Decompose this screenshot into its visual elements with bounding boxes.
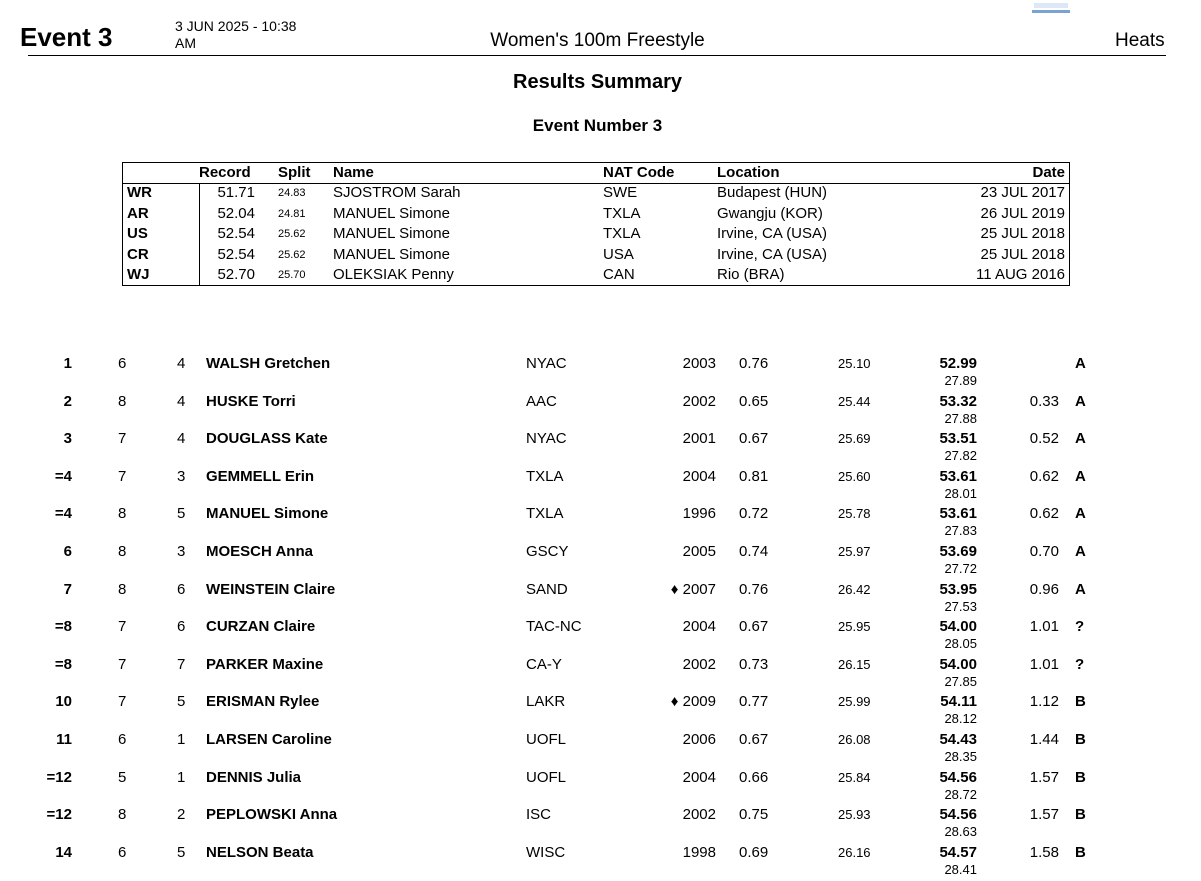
swimmer-name: ERISMAN Rylee (206, 693, 320, 711)
result-heat: 7 (118, 693, 127, 711)
final-time: 54.00 (939, 618, 977, 636)
swimmer-name: NELSON Beata (206, 843, 314, 861)
result-rank: 14 (55, 843, 72, 861)
reaction-time: 0.67 (739, 731, 769, 748)
swimmer-birth-year: ♦ 2007 (670, 580, 716, 598)
final-time: 54.43 (939, 731, 977, 748)
result-lane: 5 (177, 693, 186, 711)
reaction-time: 0.77 (739, 693, 769, 711)
record-location: Rio (BRA) (717, 266, 785, 283)
qualification-mark: ? (1075, 655, 1085, 673)
record-split: 25.62 (278, 228, 306, 240)
time-behind: 1.01 (1029, 618, 1059, 636)
final-time: 54.11 (940, 693, 977, 711)
time-behind: 0.70 (1029, 543, 1059, 560)
time-behind: 1.57 (1029, 768, 1059, 786)
result-row (0, 355, 1201, 391)
record-row (123, 184, 1069, 204)
split-50m: 26.42 (838, 581, 871, 597)
swimmer-club: UOFL (526, 768, 567, 786)
time-behind: 1.01 (1029, 655, 1059, 673)
result-lane: 4 (177, 392, 186, 410)
result-row (0, 468, 1201, 504)
result-row (0, 393, 1201, 429)
record-code: CR (127, 245, 149, 263)
result-lane: 4 (177, 430, 186, 448)
result-row (0, 844, 1201, 880)
split-50m: 26.16 (838, 844, 871, 860)
result-lane: 3 (177, 467, 186, 485)
record-row (123, 246, 1069, 266)
result-rank: =8 (54, 618, 72, 636)
qualification-mark: A (1075, 355, 1086, 372)
col-header-split: Split (278, 164, 311, 181)
result-rank: =4 (54, 467, 72, 485)
result-rank: 2 (63, 392, 72, 410)
qualification-mark: A (1075, 467, 1086, 485)
result-heat: 8 (118, 543, 127, 560)
split-second-50: 28.72 (944, 786, 977, 802)
record-nat-code: USA (603, 245, 634, 263)
swimmer-club: GSCY (526, 543, 569, 560)
record-row (123, 266, 1069, 286)
result-rank: 3 (63, 430, 72, 448)
result-lane: 6 (177, 618, 186, 636)
record-time: 52.04 (217, 204, 255, 222)
result-lane: 7 (177, 655, 186, 673)
split-50m: 25.95 (838, 619, 871, 635)
record-row (123, 205, 1069, 225)
result-heat: 6 (118, 731, 127, 748)
record-nat-code: TXLA (603, 225, 641, 242)
time-behind: 0.52 (1029, 430, 1059, 448)
reaction-time: 0.75 (739, 806, 769, 824)
record-date: 26 JUL 2019 (980, 204, 1065, 222)
record-time: 52.54 (217, 225, 255, 242)
record-holder-name: MANUEL Simone (333, 225, 450, 242)
swimmer-name: WALSH Gretchen (206, 355, 331, 372)
header-divider (28, 55, 1166, 56)
swimmer-name: CURZAN Claire (206, 618, 316, 636)
result-rank: =12 (46, 806, 72, 824)
split-50m: 25.93 (838, 807, 871, 823)
final-time: 53.95 (939, 580, 977, 598)
result-lane: 5 (177, 843, 186, 861)
split-second-50: 27.82 (944, 448, 977, 464)
result-rank: =12 (46, 768, 72, 786)
swimmer-club: TAC-NC (526, 618, 582, 636)
swimmer-birth-year: 2002 (682, 806, 716, 824)
record-split: 24.81 (278, 207, 306, 220)
time-behind: 0.62 (1029, 467, 1059, 485)
swimmer-name: LARSEN Caroline (206, 731, 332, 748)
reaction-time: 0.73 (739, 655, 769, 673)
result-lane: 2 (177, 806, 186, 824)
result-lane: 3 (177, 543, 186, 560)
qualification-mark: A (1075, 543, 1086, 560)
swimmer-club: UOFL (526, 731, 567, 748)
record-row (123, 225, 1069, 245)
result-rank: 7 (63, 580, 72, 598)
result-rank: 1 (63, 355, 72, 372)
reaction-time: 0.67 (739, 618, 769, 636)
swimmer-birth-year: 2002 (682, 655, 716, 673)
final-time: 53.61 (939, 467, 977, 485)
result-lane: 1 (177, 768, 186, 786)
swimmer-club: NYAC (526, 355, 567, 372)
swimmer-birth-year: 2002 (682, 392, 716, 410)
reaction-time: 0.76 (739, 580, 769, 598)
split-50m: 25.84 (838, 769, 871, 785)
time-behind: 1.58 (1029, 843, 1059, 861)
col-header-nat: NAT Code (603, 164, 675, 181)
event-number: Event Number 3 (532, 116, 663, 135)
result-rank: 11 (56, 731, 72, 748)
col-header-record: Record (199, 164, 251, 181)
result-lane: 5 (177, 505, 186, 523)
result-rank: =8 (54, 655, 72, 673)
result-row (0, 430, 1201, 466)
event-time-suffix: AM (175, 35, 196, 51)
split-second-50: 27.72 (944, 561, 977, 576)
split-second-50: 27.85 (944, 673, 977, 689)
result-heat: 7 (118, 430, 127, 448)
record-nat-code: SWE (603, 184, 638, 201)
qualification-mark: A (1075, 505, 1086, 523)
record-split: 25.70 (278, 269, 306, 281)
swimmer-club: TXLA (526, 505, 564, 523)
swimmer-name: WEINSTEIN Claire (206, 580, 336, 598)
qualification-mark: ? (1075, 618, 1085, 636)
reaction-time: 0.69 (739, 843, 769, 861)
result-heat: 7 (118, 618, 127, 636)
record-nat-code: TXLA (603, 204, 641, 222)
result-heat: 7 (118, 655, 127, 673)
swimmer-birth-year: 2006 (682, 731, 716, 748)
reaction-time: 0.67 (739, 430, 769, 448)
record-holder-name: SJOSTROM Sarah (333, 184, 461, 201)
record-location: Gwangju (KOR) (717, 204, 823, 222)
split-50m: 25.97 (838, 544, 871, 559)
reaction-time: 0.76 (739, 355, 769, 372)
record-time: 52.54 (217, 245, 255, 263)
split-second-50: 28.63 (944, 824, 977, 840)
col-header-location: Location (717, 164, 780, 181)
reaction-time: 0.74 (739, 543, 769, 560)
result-heat: 6 (118, 843, 127, 861)
swimmer-birth-year: 2005 (682, 543, 716, 560)
split-second-50: 28.01 (944, 485, 977, 501)
result-row (0, 581, 1201, 617)
event-name: Women's 100m Freestyle (490, 30, 705, 51)
time-behind: 1.57 (1029, 806, 1059, 824)
event-date: 3 JUN 2025 - 10:38 (175, 18, 297, 34)
result-rank: 6 (63, 543, 72, 560)
championship-logo (1030, 3, 1072, 15)
final-time: 52.99 (939, 355, 977, 372)
split-second-50: 28.12 (944, 711, 977, 727)
swimmer-name: HUSKE Torri (206, 392, 296, 410)
result-row (0, 543, 1201, 579)
result-heat: 8 (118, 392, 127, 410)
time-behind: 1.44 (1029, 731, 1059, 748)
record-nat-code: CAN (603, 266, 635, 283)
swimmer-club: CA-Y (526, 655, 562, 673)
record-date: 25 JUL 2018 (980, 245, 1065, 263)
time-behind: 0.33 (1029, 392, 1059, 410)
record-split: 24.83 (278, 187, 306, 199)
records-table (122, 162, 1070, 286)
swimmer-name: DOUGLASS Kate (206, 430, 328, 448)
record-date: 23 JUL 2017 (980, 184, 1065, 201)
qualification-mark: A (1075, 430, 1086, 448)
result-lane: 1 (177, 731, 186, 748)
split-50m: 25.10 (838, 356, 871, 371)
swimmer-club: TXLA (526, 467, 564, 485)
swimmer-birth-year: 1998 (682, 843, 716, 861)
result-row (0, 505, 1201, 541)
qualification-mark: B (1075, 806, 1086, 824)
record-time: 52.70 (217, 266, 255, 283)
qualification-mark: A (1075, 392, 1086, 410)
swimmer-birth-year: 1996 (682, 505, 716, 523)
reaction-time: 0.65 (739, 392, 769, 410)
swimmer-name: MANUEL Simone (206, 505, 329, 523)
swimmer-birth-year: 2001 (682, 430, 716, 448)
result-row (0, 769, 1201, 805)
swimmer-club: LAKR (526, 693, 566, 711)
record-code: US (127, 225, 148, 242)
final-time: 53.61 (939, 505, 977, 523)
qualification-mark: B (1075, 843, 1086, 861)
final-time: 53.32 (939, 392, 977, 410)
swimmer-club: ISC (526, 806, 552, 824)
reaction-time: 0.72 (739, 505, 769, 523)
swimmer-club: AAC (526, 392, 557, 410)
reaction-time: 0.66 (739, 768, 769, 786)
result-lane: 6 (177, 580, 186, 598)
reaction-time: 0.81 (739, 467, 769, 485)
qualification-mark: B (1075, 693, 1086, 711)
final-time: 53.51 (939, 430, 977, 448)
swimmer-birth-year: ♦ 2009 (670, 693, 716, 711)
result-row (0, 806, 1201, 842)
time-behind: 1.12 (1029, 693, 1059, 711)
swimmer-name: GEMMELL Erin (206, 467, 315, 485)
split-50m: 25.99 (838, 694, 871, 710)
record-code: AR (127, 204, 149, 222)
record-holder-name: OLEKSIAK Penny (333, 266, 454, 283)
swimmer-birth-year: 2004 (682, 618, 716, 636)
split-50m: 25.69 (838, 431, 871, 447)
results-title: Results Summary (513, 71, 682, 93)
record-time: 51.71 (217, 184, 255, 201)
split-second-50: 28.35 (944, 749, 977, 764)
result-lane: 4 (177, 355, 186, 372)
swimmer-birth-year: 2003 (682, 355, 716, 372)
result-row (0, 656, 1201, 692)
result-heat: 5 (118, 768, 127, 786)
result-heat: 8 (118, 806, 127, 824)
result-rank: =4 (54, 505, 72, 523)
time-behind: 0.62 (1029, 505, 1059, 523)
qualification-mark: B (1075, 731, 1086, 748)
record-holder-name: MANUEL Simone (333, 204, 450, 222)
swimmer-club: NYAC (526, 430, 567, 448)
time-behind: 0.96 (1029, 580, 1059, 598)
swimmer-birth-year: 2004 (682, 768, 716, 786)
result-heat: 7 (118, 467, 127, 485)
split-50m: 26.15 (838, 656, 871, 672)
record-holder-name: MANUEL Simone (333, 245, 450, 263)
final-time: 54.56 (939, 768, 977, 786)
swimmer-name: MOESCH Anna (206, 543, 313, 560)
record-code: WJ (127, 266, 150, 283)
final-time: 54.57 (939, 843, 977, 861)
split-50m: 26.08 (838, 732, 871, 747)
record-location: Budapest (HUN) (717, 184, 828, 201)
split-50m: 25.78 (838, 506, 871, 522)
final-time: 54.56 (939, 806, 977, 824)
result-heat: 8 (118, 505, 127, 523)
split-second-50: 27.89 (944, 373, 977, 388)
round-label: Heats (1115, 30, 1165, 51)
qualification-mark: A (1075, 580, 1086, 598)
split-second-50: 27.88 (944, 410, 977, 426)
swimmer-club: SAND (526, 580, 568, 598)
event-label: Event 3 (20, 22, 113, 52)
record-split: 25.62 (278, 248, 306, 261)
record-date: 11 AUG 2016 (976, 266, 1065, 283)
result-heat: 8 (118, 580, 127, 598)
final-time: 53.69 (939, 543, 977, 560)
split-second-50: 27.83 (944, 523, 977, 539)
result-row (0, 731, 1201, 767)
swimmer-birth-year: 2004 (682, 467, 716, 485)
qualification-mark: B (1075, 768, 1086, 786)
final-time: 54.00 (939, 655, 977, 673)
split-50m: 25.60 (838, 468, 871, 484)
split-second-50: 27.53 (944, 598, 977, 614)
result-heat: 6 (118, 355, 127, 372)
record-code: WR (127, 184, 152, 201)
result-row (0, 618, 1201, 654)
record-date: 25 JUL 2018 (980, 225, 1065, 242)
result-row (0, 693, 1201, 729)
swimmer-name: DENNIS Julia (206, 768, 302, 786)
col-header-date: Date (1032, 164, 1065, 181)
record-location: Irvine, CA (USA) (717, 245, 828, 263)
swimmer-club: WISC (526, 843, 566, 861)
swimmer-name: PARKER Maxine (206, 655, 324, 673)
col-header-name: Name (333, 164, 374, 181)
split-second-50: 28.41 (944, 861, 977, 877)
result-rank: 10 (55, 693, 72, 711)
split-second-50: 28.05 (944, 636, 977, 652)
swimmer-name: PEPLOWSKI Anna (206, 806, 338, 824)
record-location: Irvine, CA (USA) (717, 225, 828, 242)
split-50m: 25.44 (838, 393, 871, 409)
